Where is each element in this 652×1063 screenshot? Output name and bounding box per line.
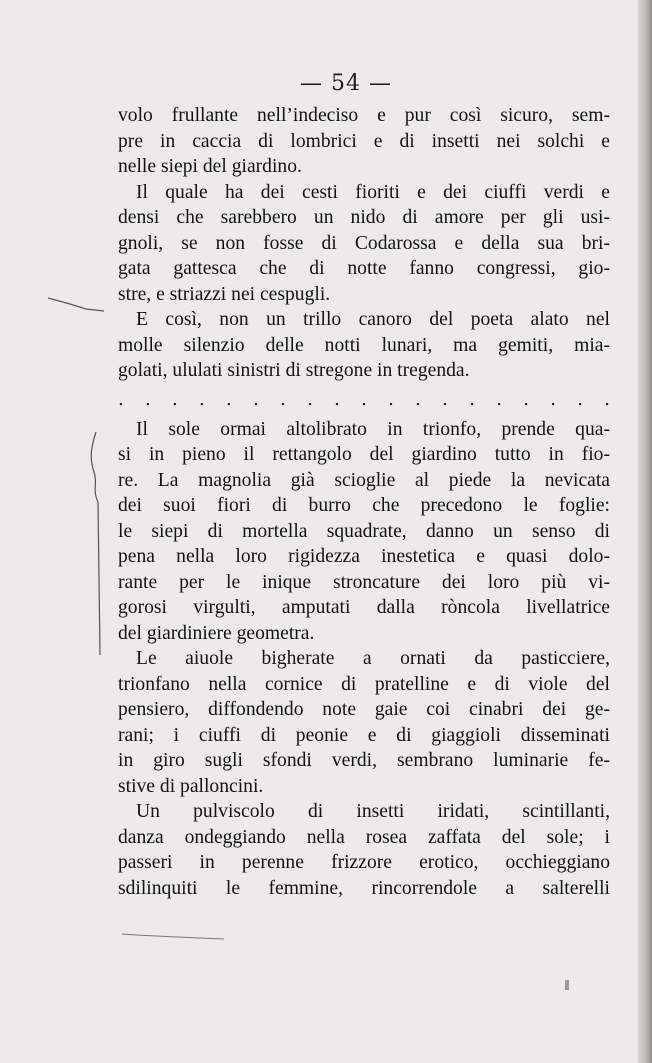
text-line: si in pieno il rettangolo del giardino tutto in fio- <box>118 444 610 465</box>
body-text <box>118 103 610 901</box>
text-line: trionfano nella cornice di pratelline e di viole del <box>118 673 610 695</box>
text-line: Il quale ha dei cesti fioriti e dei ciuffi verdi e <box>136 181 610 203</box>
text-line: re. La magnolia già scioglie al piede la nevicata <box>118 469 610 491</box>
text-line: rante per le inique stroncature dei loro più vi- <box>118 571 610 593</box>
text-line: golati, ululati sinistri di stregone in tregenda. <box>118 360 470 381</box>
text-line: le siepi di mortella squadrate, danno un senso di <box>118 520 610 542</box>
text-line: Le aiuole bigherate a ornati da pasticciere, <box>136 648 610 669</box>
text-line: gata gattesca che di notte fanno congressi, gio- <box>118 258 610 279</box>
underline-mark <box>120 930 230 942</box>
text-line: stre, e striazzi nei cespugli. <box>118 283 331 305</box>
text-line: densi che sarebbero un nido di amore per gli usi- <box>118 207 610 228</box>
page-edge-shadow <box>638 0 652 1063</box>
text-line: gnoli, se non fosse di Codarossa e della sua bri- <box>118 232 610 254</box>
margin-bracket-mark <box>86 430 104 660</box>
text-line: stive di palloncini. <box>118 775 264 797</box>
text-line: Il sole ormai altolibrato in trionfo, prende qua- <box>136 418 610 440</box>
text-line: pensiero, diffondendo note gaie coi cinabri dei ge- <box>118 699 610 720</box>
text-line: Un pulviscolo di insetti iridati, scintillanti, <box>136 801 610 822</box>
text-line: molle silenzio delle notti lunari, ma gemiti, mia- <box>118 334 610 356</box>
small-margin-mark <box>565 980 569 990</box>
page-number: — 54 — <box>300 71 392 96</box>
text-line: volo frullante nell’indeciso e pur così sicuro, sem- <box>118 105 610 126</box>
text-line: pena nella loro rigidezza inestetica e quasi dolo- <box>118 546 610 567</box>
text-line: gorosi virgulti, amputati dalla ròncola livellatrice <box>118 597 610 618</box>
text-line: in giro sugli sfondi verdi, sembrano luminarie fe- <box>118 750 610 771</box>
text-line: E così, non un trillo canoro del poeta alato nel <box>136 309 610 330</box>
section-divider-dots: . . . . . . . . . . . . . . . . . . . <box>118 388 610 410</box>
text-line: danza ondeggiando nella rosea zaffata del sole; i <box>118 826 610 848</box>
text-line: del giardiniere geometra. <box>118 622 315 644</box>
text-line: dei suoi fiori di burro che precedono le foglie: <box>118 495 610 516</box>
margin-pencil-mark <box>46 295 106 315</box>
text-line: passeri in perenne frizzore erotico, occhieggiano <box>118 852 610 873</box>
text-line: sdilinquiti le femmine, rincorrendole a salterelli <box>118 877 610 899</box>
text-line: rani; i ciuffi di peonie e di giaggioli disseminati <box>118 724 610 746</box>
text-line: nelle siepi del giardino. <box>118 156 302 177</box>
text-line: pre in caccia di lombrici e di insetti nei solchi e <box>118 130 610 152</box>
